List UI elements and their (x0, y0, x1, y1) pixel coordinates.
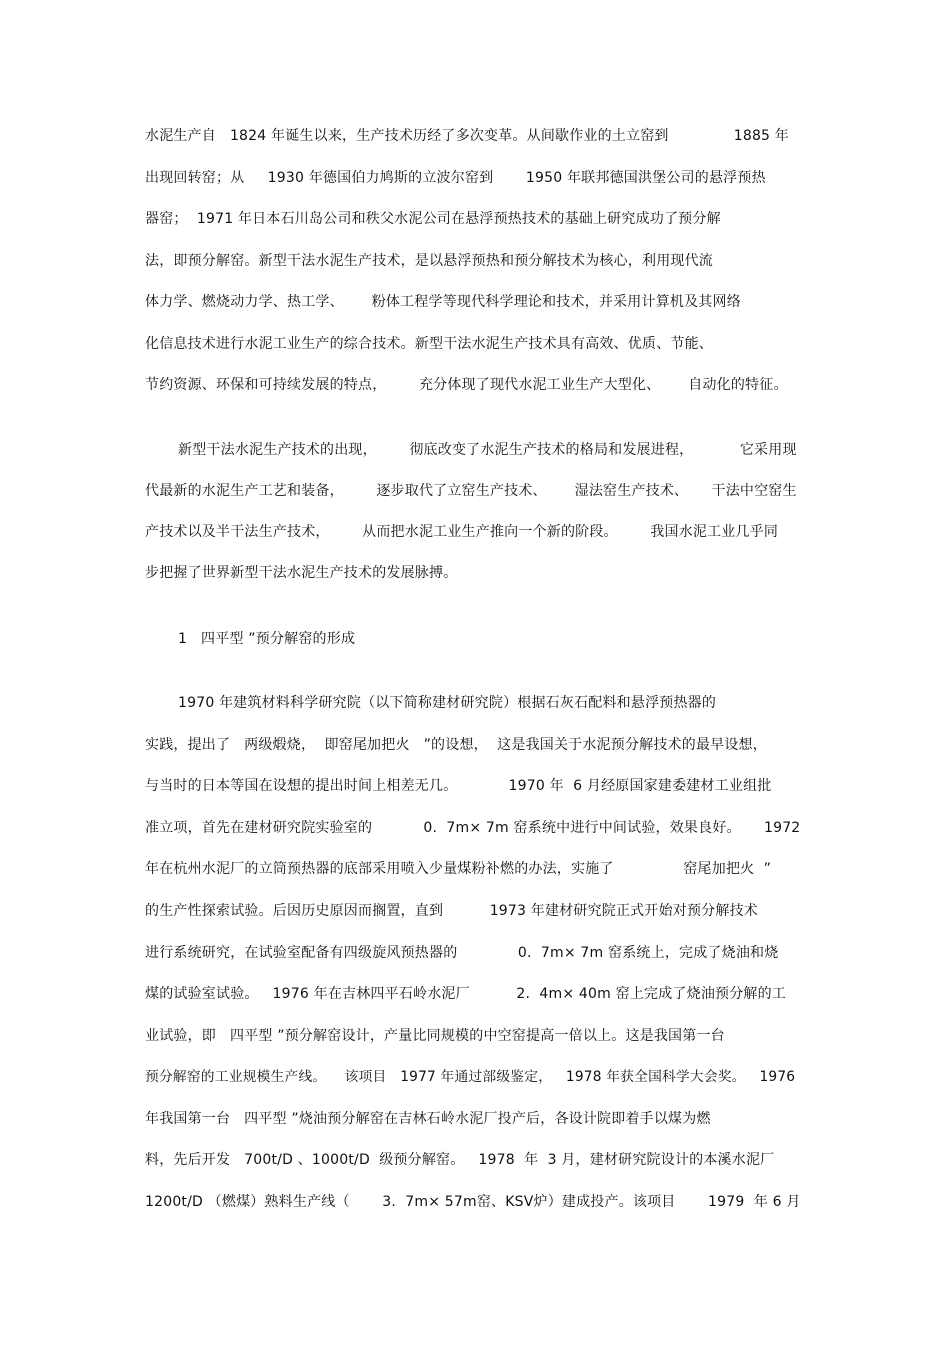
paragraph-3-line-11: 年我国第一台 四平型 ”烧油预分解窑在吉林石岭水泥厂投产后，各设计院即着手以煤为燃 (145, 1111, 711, 1127)
paragraph-3-line-7: 进行系统研究，在试验室配备有四级旋风预热器的 0. 7m× 7m 窑系统上，完成了烧油和烧 (145, 945, 779, 961)
paragraph-3-line-13: 1200t/D （燃煤）熟料生产线（ 3. 7m× 57m窑、KSV炉）建成投产。该项目 1979 年 6 月 (145, 1194, 801, 1210)
paragraph-3-line-10: 预分解窑的工业规模生产线。 该项目 1977 年通过部级鉴定， 1978 年获全国科学大会奖。 1976 (145, 1069, 796, 1085)
paragraph-1-line-4: 法，即预分解窑。新型干法水泥生产技术，是以悬浮预热和预分解技术为核心，利用现代流 (145, 253, 713, 269)
section-heading: 1 四平型 ”预分解窑的形成 (178, 631, 356, 647)
paragraph-3-line-4: 准立项，首先在建材研究院实验室的 0. 7m× 7m 窑系统中进行中间试验，效果良好。 1972 (145, 820, 801, 836)
paragraph-3-line-2: 实践，提出了 两级煅烧， 即窑尾加把火 ”的设想， 这是我国关于水泥预分解技术的最早设想， (145, 737, 767, 753)
paragraph-1-line-5: 体力学、燃烧动力学、热工学、 粉体工程学等现代科学理论和技术，并采用计算机及其网络 (145, 294, 741, 310)
paragraph-1-line-1: 水泥生产自 1824 年诞生以来，生产技术历经了多次变革。从间歇作业的土立窑到 1885 年 (145, 128, 790, 144)
paragraph-1-line-2: 出现回转窑；从 1930 年德国伯力鸠斯的立波尔窑到 1950 年联邦德国洪堡公司的悬浮预热 (145, 170, 766, 186)
paragraph-1-line-7: 节约资源、环保和可持续发展的特点， 充分体现了现代水泥工业生产大型化、 自动化的特征。 (145, 377, 788, 393)
paragraph-3-line-8: 煤的试验室试验。 1976 年在吉林四平石岭水泥厂 2. 4m× 40m 窑上完成了烧油预分解的工 (145, 986, 787, 1002)
paragraph-2-line-4: 步把握了世界新型干法水泥生产技术的发展脉搏。 (145, 565, 458, 581)
paragraph-3-line-6: 的生产性探索试验。后因历史原因而搁置，直到 1973 年建材研究院正式开始对预分解技术 (145, 903, 758, 919)
paragraph-1-line-3: 器窑； 1971 年日本石川岛公司和秩父水泥公司在悬浮预热技术的基础上研究成功了预分解 (145, 211, 721, 227)
paragraph-2-line-1: 新型干法水泥生产技术的出现， 彻底改变了水泥生产技术的格局和发展进程， 它采用现 (178, 442, 797, 458)
paragraph-2-line-2: 代最新的水泥生产工艺和装备， 逐步取代了立窑生产技术、 湿法窑生产技术、 干法中空窑生 (145, 483, 797, 499)
paragraph-2-line-3: 产技术以及半干法生产技术， 从而把水泥工业生产推向一个新的阶段。 我国水泥工业几乎同 (145, 524, 779, 540)
paragraph-3-line-12: 料，先后开发 700t/D 、1000t/D 级预分解窑。 1978 年 3 月，建材研究院设计的本溪水泥厂 (145, 1152, 775, 1168)
paragraph-3-line-3: 与当时的日本等国在设想的提出时间上相差无几。 1970 年 6 月经原国家建委建材工业组批 (145, 778, 772, 794)
paragraph-3-line-1: 1970 年建筑材料科学研究院（以下简称建材研究院）根据石灰石配料和悬浮预热器的 (178, 695, 717, 711)
paragraph-1-line-6: 化信息技术进行水泥工业生产的综合技术。新型干法水泥生产技术具有高效、优质、节能、 (145, 336, 713, 352)
paragraph-3-line-5: 年在杭州水泥厂的立筒预热器的底部采用喷入少量煤粉补燃的办法，实施了 窑尾加把火 ” (145, 861, 772, 877)
paragraph-3-line-9: 业试验，即 四平型 ”预分解窑设计，产量比同规模的中空窑提高一倍以上。这是我国第一台 (145, 1028, 725, 1044)
